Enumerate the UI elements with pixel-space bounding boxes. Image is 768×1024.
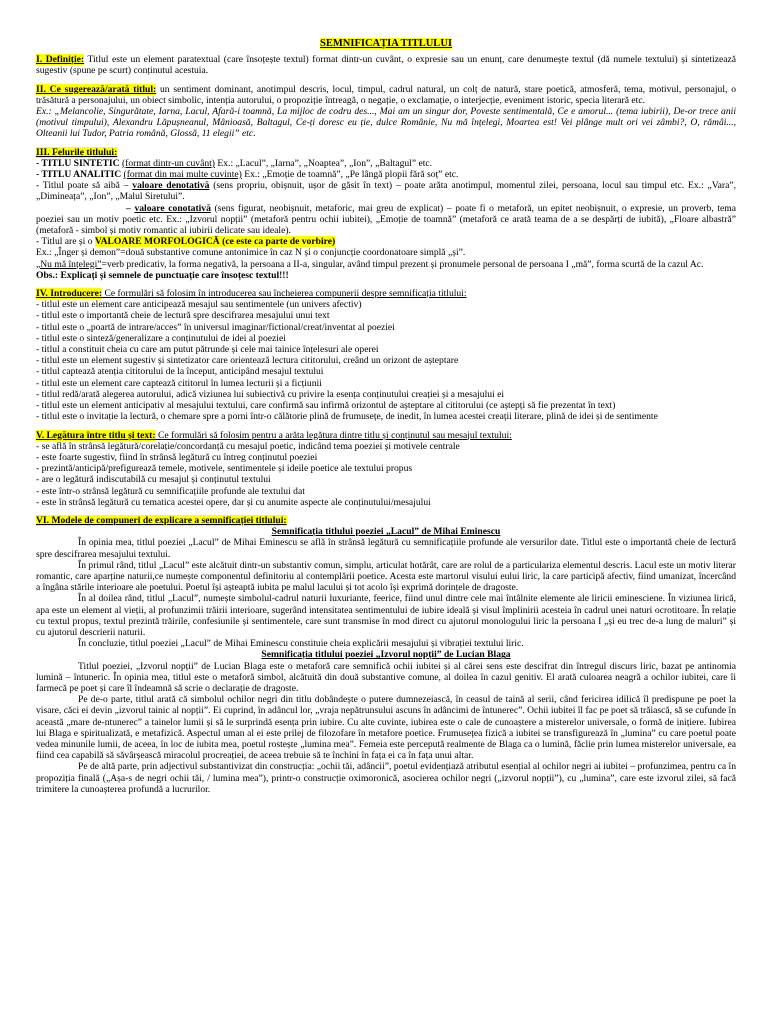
list-item: - titlul este un element anticipativ al mesajului textului, care confirmă sau infirmă orizontul de așteptare al cititorului (ce aștepți să fie prezentat în text) — [36, 400, 616, 412]
section-label: VI. Modele de compuneri de explicare a semnificației titlului: — [36, 514, 287, 526]
paragraph: În al doilea rând, titlul „Lacul”, numește simbolul-cadrul naturii luxuriante, feerice, fiind unul dintre cele mai întâlnite elemente ale liricii eminesciene. În viziunea lirică, apa este un element al vieții, al profunzimii trăirii interioare, sugerând intensitatea sentimentului de iubire ideală și visul împlinirii acesteia în cadrul unei naturi ocrotitoare. În relație cu textul propus, textul prezintă trăirile, confesiunile și sentimentele, care sunt transmise în mod direct cu ajutorul monologului liric la persoana I „și eu trec de-a lung de maluri” și cu ajutorul descrierii naturii. — [36, 593, 736, 638]
paragraph: Pe de-o parte, titlul arată că simbolul ochilor negri din titlu dobândește o putere dumnezeiască, în ceasul de taină al serii, când fericirea idilică îl predispune pe poet la visare, căci ei devin „izvorul tainic al nopții”. Ei cuprind, în adâncul lor, „vraja nepătrunsului ascuns în adâncimi de întunerec”. Ochii iubitei îl fac pe poet să trăiască, să se cufunde în această „mare de-ntunerec” a tainelor lumii și să le surprindă esența prin iubire. Cu alte cuvinte, iubirea este o cale de cunoaștere a misterelor universale, o formă de inițiere. Iubirea lui Blaga e spiritualizată, e metafizică. Aspectul uman al ei este prilej de filozofare în metafore poetice. Frumusețea fizică a iubitei se transfigurează în „lumina” cu care poetul poate vedea minunile lumii, de aceea, în loc de iubita mea, poetul rostește „lumina mea”. Femeia este percepută realmente de Blaga ca o lumină, făclie prin lumea misterelor universale, ea fiind cea capabilă să săvârșească miracolul procreației, de aceea trebuie să te închini în fața ei ca în fața unui altar. — [36, 694, 736, 762]
type-synthetic: - TITLU SINTETIC (format dintr-un cuvânt) Ex.: „Lacul”, „Iarna”, „Noaptea”, „Ion”, „Baltagul” etc. — [36, 157, 433, 169]
link-list — [36, 441, 736, 508]
paragraph: În opinia mea, titlul poeziei „Lacul” de Mihai Eminescu se află în strânsă legătură cu semnificațiile profunde ale versurilor date. Titlul este o importantă cheie de lectură spre descifrarea mesajului textului. — [36, 537, 736, 560]
list-item: - se află în strânsă legătură/corelație/concordanță cu mesajul poetic, indicând tema poeziei și motivele centrale — [36, 440, 460, 452]
morph-example-2: „Nu mă înțelegi”=verb predicativ, la forma negativă, la persoana a II-a, singular, având timpul prezent și pronumele personal de persoana I „mă”, forma scurtă de la cazul Ac. — [36, 258, 704, 270]
list-item: - titlul este un element care anticipează mesajul sau sentimentele (un univers afectiv) — [36, 299, 362, 311]
section-models — [36, 515, 736, 795]
section-definition — [36, 54, 736, 76]
type-denotative: - Titlul poate să aibă – valoare denotativă (sens propriu, obișnuit, ușor de găsit în text) – poate arăta anotimpul, momentul zilei, persoana, locul sau timpul etc. Ex.: „Vara”, „Dimineața”, „Ion”, „Malul Siretului”. — [36, 180, 736, 203]
list-item: - titlul captează atenția cititorului de la început, anticipând mesajul textului — [36, 366, 324, 378]
model-2-title: Semnificația titlului poeziei „Izvorul nopții” de Lucian Blaga — [261, 649, 511, 661]
introduction-list — [36, 299, 736, 422]
paragraph: În primul rând, titlul „Lacul” este alcătuit dintr-un substantiv comun, simplu, articulat hotărât, care are rolul de a particulariza elementul descris. Lacul este un motiv literar romantic, care aparține naturii,ce numește componentul definitoriu al contemplării poetice. Acesta este martorul visului eului liric, la care participă afectiv, fiind umanizat, încercând a îngâna stările interioare ale poetului. Poetul își așteaptă iubita pe malul lacului și tot acolo își exprimă dorințele de dragoste. — [36, 559, 736, 594]
model-1-title: Semnificația titlului poeziei „Lacul” de Mihai Eminescu — [271, 526, 501, 538]
list-item: - titlul este o sinteză/generalizare a conținutului de idei al poeziei — [36, 332, 286, 344]
list-item: - titlul este un element care captează cititorul în lumea lecturii și a ficțiunii — [36, 377, 322, 389]
definition-text: Titlul este un element paratextual (care însoțește textul) format dintr-un cuvânt, o expresie sau un enunț, care denumește textul (dă numele textului) și sintetizează sugestiv (spune pe scurt) conținutul acestuia. — [36, 54, 736, 77]
section-label: IV. Introducere: — [36, 288, 103, 300]
suggestions-text: un sentiment dominant, anotimpul descris, locul, timpul, cadrul natural, un colț de natură, stare poetică, atmosferă, tema, motivul, personajul, o trăsătură a personajului, un obiect simbolic, intenția autorului, o propoziție întreagă, o negație, o exclamație, o interjecție, eveniment istoric, specia literară etc. — [36, 83, 736, 106]
page-title: SEMNIFICAȚIA TITLULUI — [320, 38, 452, 49]
paragraph: Titlul poeziei, „Izvorul nopții” de Lucian Blaga este o metaforă care semnifică ochii iubitei și al cărei sens este descifrat din întregul discurs liric, bazat pe antinomia lumină – întuneric. În opinia mea, titlul este o metaforă simbol, alcătuită din două substantive comune, al doilea în cazul genitiv. El arată culoarea neagră a ochilor iubitei, care îi farmecă pe poet și care îl îndeamnă să scrie o declarație de dragoste. — [36, 660, 736, 694]
paragraph: Pe de altă parte, prin adjectivul substantivizat din construcția: „ochii tăi, adâncii”, poetul evidențiază atributul esențial al ochilor negri ai iubitei – profunzimea, pentru ca în propoziția finală („Așa-s de negri ochii tăi, / lumina mea”), printr-o construcție oximoronică, asocierea ochilor negri („izvorul nopții”), cu „lumina”, care este izvorul zilei, să facă trimitere la cunoașterea profundă a lucrurilor. — [36, 761, 736, 795]
suggestions-examples: „Melancolie, Singurătate, Iarna, Lacul, Afară-i toamnă, La mijloc de codru des..., Mai am un singur dor, Poveste sentimentală, Ce e amorul... (tema iubirii), De-or trece anii (motivul timpului), Alexandru Lăpușneanul, Mânioasă, Baltagul, Ce-ți doresc eu ție, dulce Românie, Nu mă înțelegi, Moartea est! Vei plânge mult ori vei zâmbi?, O, rămâi..., Olteanii lui Tudor, Patria română, Glossă, 11 elegii” etc. — [36, 106, 736, 140]
paragraph: În concluzie, titlul poeziei „Lacul” de Mihai Eminescu constituie cheia explicării mesajului și vibrației textului liric. — [78, 638, 524, 650]
type-morphological: - Titlul are și o VALOARE MORFOLOGICĂ (ce este ca parte de vorbire) — [36, 236, 336, 248]
list-item: - titlul este o importantă cheie de lectură spre descifrarea mesajului unui text — [36, 310, 330, 322]
list-item: - este în strânsă legătură cu tematica acestei opere, dar și cu anumite aspecte ale conținutului/mesajului — [36, 496, 431, 508]
list-item: - titlul este o „poartă de intrare/acces” în universul imaginar/fictional/creat/inventat al poeziei — [36, 321, 395, 333]
type-connotative: – valoare conotativă (sens figurat, neobișnuit, metaforic, mai greu de explicat) – poate fi o metaforă, un epitet neobișnuit, o expresie, un proverb, tema poeziei sau un motiv poetic etc. Ex.: „Izvorul nopții” (metaforă pentru ochii iubitei), „Emoție de toamnă” (metaforă ce arată teama de a se despărți de iubită), „Floare albastră” (metaforă - simbol și motiv romantic al iubirii delicate sau ideale). — [36, 202, 737, 237]
section-label: III. Felurile titlului: — [36, 146, 118, 158]
type-analytic: - TITLU ANALITIC (format din mai multe cuvinte) Ex.: „Emoție de toamnă”, „Pe lângă plopii fără soț” etc. — [36, 169, 459, 181]
list-item: - titlul redă/arată alegerea autorului, adică viziunea lui subiectivă cu privire la esența conținutului creației și a mesajului ei — [36, 388, 505, 400]
list-item: - este foarte sugestiv, fiind în strânsă legătură cu întreg conținutul poeziei — [36, 451, 318, 463]
list-item: - este într-o strânsă legătură cu semnificațiile profunde ale textului dat — [36, 485, 305, 497]
section-types — [36, 147, 736, 281]
section-label: II. Ce sugerează/arată titlul: — [36, 83, 157, 95]
section-link: V. Legătura între titlu și text: Ce formulări să folosim pentru a arăta legătura dintre titlu și conținutul sau mesajul textului: - se află în strânsă legătură/corelație/concordanță cu mesajul poetic, indicând tema poeziei și motivele centrale - este foarte sugestiv, fiind în strânsă legătură cu întreg conținutul poeziei - prezintă/anticipă/prefigurează temele, motivele, sentimentele și ideile poetice ale textului propus - are o legătură indiscutabilă cu mesajul și conținutul textului - este într-o strânsă legătură cu semnificațiile profunde ale textului dat - este în strânsă legătură cu tematica acestei opere, dar și cu anumite aspecte ale conținutului/mesajului — [36, 430, 736, 508]
list-item: - titlul a constituit cheia cu care am putut pătrunde și cele mai tainice înțelesuri ale operei — [36, 344, 379, 356]
list-item: - are o legătură indiscutabilă cu mesajul și conținutul textului — [36, 474, 271, 486]
section-suggestions: II. Ce sugerează/arată titlul: un sentiment dominant, anotimpul descris, locul, timpul, cadrul natural, un colț de natură, stare poetică, atmosferă, tema, motivul, personajul, o trăsătură a personajului, un obiect simbolic, intenția autorului, o propoziție întreagă, o negație, o exclamație, o interjecție, eveniment istoric, specia literară etc. Ex.: „Melancolie, Singurătate, Iarna, Lacul, Afară-i toamnă, La mijloc de codru des..., Mai am un singur dor, Poveste sentimentală, Ce e amorul... (tema iubirii), De-or trece anii (motivul timpului), Alexandru Lăpușneanul, Mânioasă, Baltagul, Ce-ți doresc eu ție, dulce Românie, Nu mă înțelegi, Moartea est! Vei plânge mult ori vei zâmbi?, O, rămâi..., Olteanii lui Tudor, Patria română, Glossă, 11 elegii” etc. — [36, 83, 736, 140]
morph-example-1: Ex.: „Înger și demon”=două substantive comune antonimice în caz N și o conjuncție coordonatoare simplă „și”. — [36, 247, 466, 259]
section-label: I. Definiție: — [36, 54, 85, 66]
document-page — [36, 0, 736, 795]
section-label: V. Legătura între titlu și text: — [36, 429, 156, 441]
section-introduction: IV. Introducere: Ce formulări să folosim în introducerea sau încheierea compunerii despre semnificația titlului: - titlul este un element care anticipează mesajul sau sentimentele (un univers afectiv) - titlul este o importantă cheie de lectură spre descifrarea mesajului unui text - titlul este o „poartă de intrare/acces” în universul imaginar/fictional/creat/inventat al poeziei - titlul este o sinteză/generalizare a conținutului de idei al poeziei - titlul a constituit cheia cu care am putut pătrunde și cele mai tainice înțelesuri ale operei - titlul este un element sugestiv și sintetizator care orientează lectura cititorului, creând un orizont de așteptare - titlul captează atenția cititorului de la început, anticipând mesajul textului - titlul este un element care captează cititorul în lumea lecturii și a ficțiunii - titlul redă/arată alegerea autorului, adică viziunea lui subiectivă cu privire la esența conținutului creației și a mesajului ei - titlul este un element anticipativ al mesajului textului, care confirmă sau infirmă orizontul de așteptare al cititorului (ce aștepți să fie prezentat în text) - titlul este o invitație la lectură, o chemare spre a porni într-o călătorie plină de frumusețe, de inedit, în lumea acestei creații literare, plină de idei și de sentimente — [36, 288, 736, 422]
observation-note: Obs.: Explicați și semnele de punctuație care însoțesc textul!!! — [36, 269, 289, 281]
list-item: - titlul este un element sugestiv și sintetizator care orientează lectura cititorului, creând un orizont de așteptare — [36, 355, 459, 367]
list-item: - prezintă/anticipă/prefigurează temele, motivele, sentimentele și ideile poetice ale textului propus — [36, 463, 413, 475]
list-item: - titlul este o invitație la lectură, o chemare spre a porni într-o călătorie plină de frumusețe, de inedit, în lumea acestei creații literare, plină de idei și de sentimente — [36, 411, 658, 423]
